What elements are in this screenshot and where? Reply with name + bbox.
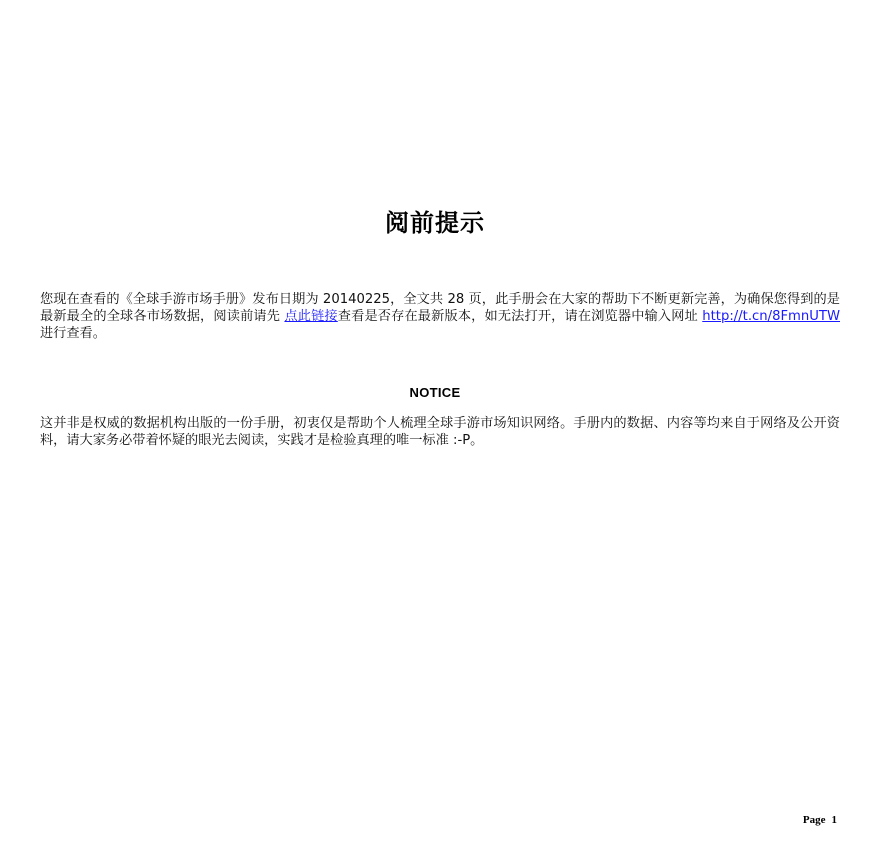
- page-label: Page: [802, 814, 826, 826]
- notice-paragraph: 这并非是权威的数据机构出版的一份手册，初衷仅是帮助个人梳理全球手游市场知识网络。手册内的数据、内容等均来自于网络及公开资料，请大家务必带着怀疑的眼光去阅读，实践才是检验真理的唯一标准 :-P。: [40, 416, 840, 448]
- page-number-footer: [803, 814, 837, 826]
- latest-version-link[interactable]: 点此链接: [284, 309, 338, 324]
- notice-heading: NOTICE: [409, 385, 461, 400]
- intro-text-part-1: 您现在查看的《全球手游市场手册》发布日期为 20140225，全文共 28 页，此手册会在大家的帮助下不断更新完善，为确保您得到的是最新最全的全球各市场数据，阅读前请先: [40, 292, 840, 324]
- page-title: 阅前提示: [385, 209, 485, 237]
- intro-text-part-3: 进行查看。: [40, 326, 106, 341]
- intro-text-part-2: 查看是否存在最新版本，如无法打开，请在浏览器中输入网址: [337, 309, 703, 324]
- page-number: 1: [831, 814, 837, 826]
- intro-paragraph: [40, 291, 840, 342]
- short-url-link[interactable]: http://t.cn/8FmnUTW: [702, 309, 840, 324]
